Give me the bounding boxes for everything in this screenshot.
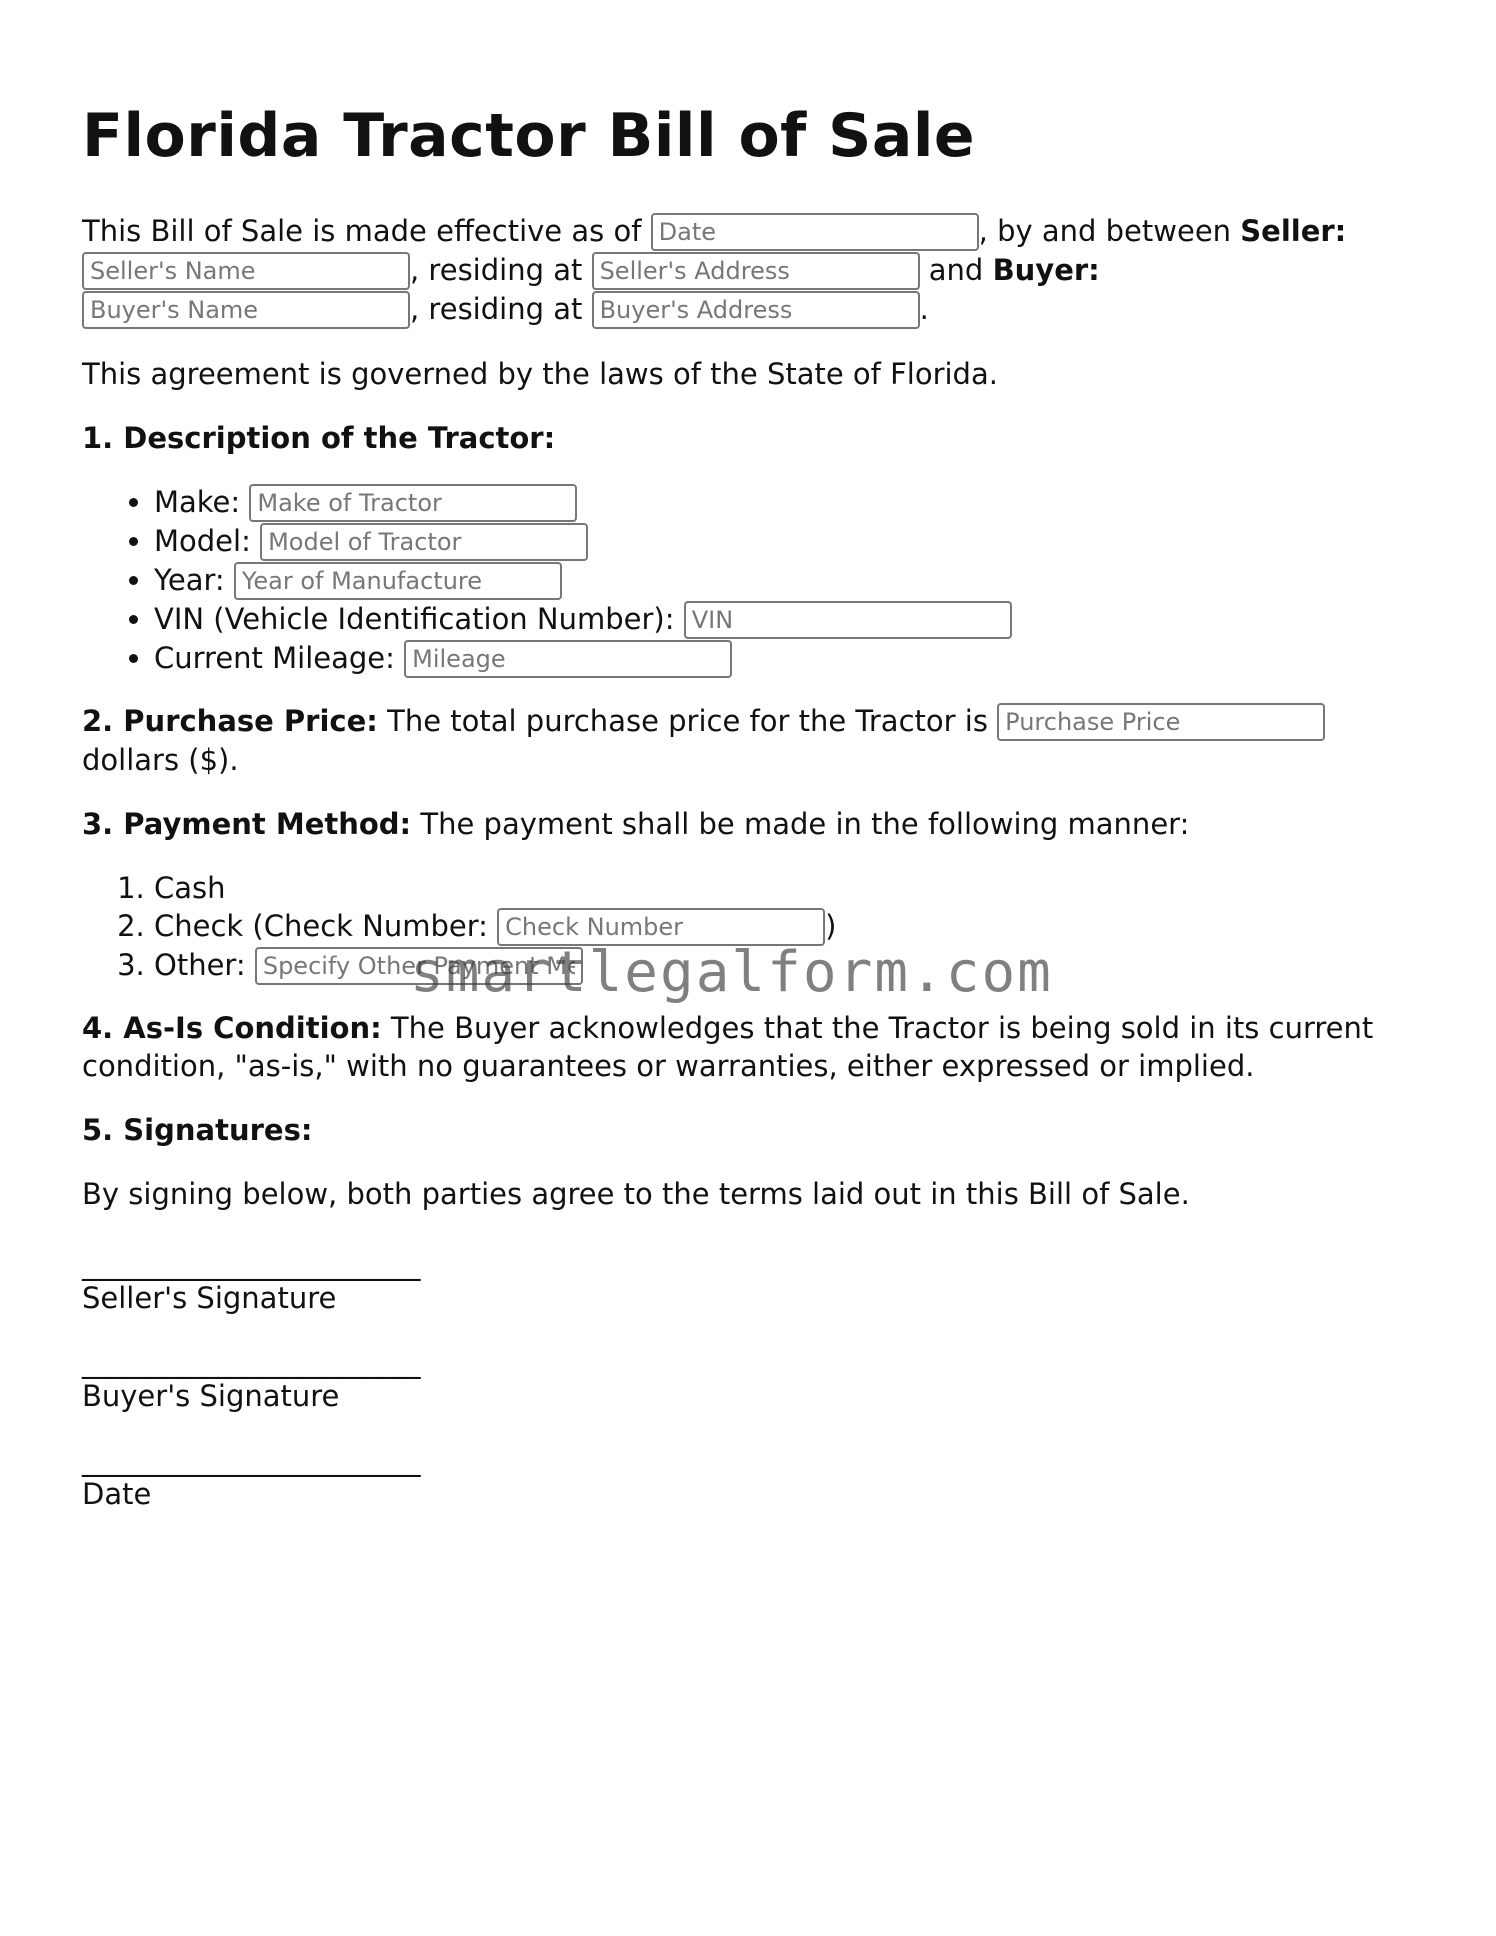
- section-1-title: 1. Description of the Tractor:: [82, 421, 556, 455]
- mileage-input[interactable]: [404, 640, 732, 678]
- cash-option: Cash: [154, 871, 226, 905]
- buyer-signature-label: Buyer's Signature: [82, 1379, 340, 1413]
- period: .: [919, 292, 929, 326]
- section-4-title: 4. As-Is Condition:: [82, 1011, 382, 1045]
- list-item: [154, 907, 1422, 946]
- seller-address-input[interactable]: [592, 252, 920, 290]
- section-5-title: 5. Signatures:: [82, 1113, 313, 1147]
- mileage-label: Current Mileage:: [154, 641, 395, 675]
- section-3-text: The payment shall be made in the following manner:: [420, 807, 1190, 841]
- seller-label: Seller:: [1240, 214, 1347, 248]
- buyer-signature-block: [82, 1345, 1422, 1413]
- governing-law: This agreement is governed by the laws of the State of Florida.: [82, 357, 998, 391]
- section-1-heading: [82, 419, 1422, 457]
- section-5-heading: [82, 1111, 1422, 1149]
- intro-paragraph: [82, 212, 1422, 329]
- section-5-text: By signing below, both parties agree to the terms laid out in this Bill of Sale.: [82, 1177, 1190, 1211]
- date-signature-label: Date: [82, 1477, 152, 1511]
- list-item: [154, 946, 1422, 985]
- seller-signature-label: Seller's Signature: [82, 1281, 337, 1315]
- section-4: [82, 1009, 1422, 1085]
- date-input[interactable]: [651, 213, 979, 251]
- list-item: [154, 483, 1422, 522]
- tractor-description-list: [82, 483, 1422, 678]
- document: [82, 100, 1422, 1541]
- vin-input[interactable]: [684, 601, 1012, 639]
- seller-name-input[interactable]: [82, 252, 410, 290]
- intro-text: This Bill of Sale is made effective as of: [82, 214, 642, 248]
- list-item: [154, 522, 1422, 561]
- page-title: Florida Tractor Bill of Sale: [82, 101, 976, 171]
- payment-method-list: [82, 869, 1422, 985]
- buyer-name-input[interactable]: [82, 291, 410, 329]
- seller-signature-line[interactable]: _________________________: [82, 1247, 420, 1281]
- residing-text: , residing at: [410, 253, 583, 287]
- model-label: Model:: [154, 524, 251, 558]
- list-item: [154, 639, 1422, 678]
- check-close-paren: ): [825, 909, 837, 943]
- residing-text-2: , residing at: [410, 292, 583, 326]
- year-input[interactable]: [234, 562, 562, 600]
- make-label: Make:: [154, 485, 241, 519]
- list-item: [154, 869, 1422, 907]
- section-2-text: The total purchase price for the Tractor is: [387, 704, 988, 738]
- list-item: [154, 561, 1422, 600]
- other-payment-input[interactable]: [255, 947, 583, 985]
- buyer-label: Buyer:: [992, 253, 1100, 287]
- section-3-title: 3. Payment Method:: [82, 807, 412, 841]
- vin-label: VIN (Vehicle Identification Number):: [154, 602, 675, 636]
- section-2-suffix: dollars ($).: [82, 743, 239, 777]
- date-signature-line[interactable]: _________________________: [82, 1443, 420, 1477]
- list-item: [154, 600, 1422, 639]
- make-input[interactable]: [249, 484, 577, 522]
- intro-text-2: , by and between: [978, 214, 1232, 248]
- buyer-signature-line[interactable]: _________________________: [82, 1345, 420, 1379]
- and-text: and: [928, 253, 984, 287]
- signature-area: [82, 1247, 1422, 1511]
- purchase-price-input[interactable]: [997, 703, 1325, 741]
- check-option: Check (Check Number:: [154, 909, 488, 943]
- model-input[interactable]: [260, 523, 588, 561]
- section-3: [82, 805, 1422, 843]
- section-2-title: 2. Purchase Price:: [82, 704, 378, 738]
- section-4-text: The Buyer acknowledges that the Tractor is being sold in its current condition, "as-is," with no guarantees or warranties, either expressed or implied.: [82, 1011, 1374, 1083]
- seller-signature-block: [82, 1247, 1422, 1315]
- buyer-address-input[interactable]: [592, 291, 920, 329]
- check-number-input[interactable]: [497, 908, 825, 946]
- date-signature-block: [82, 1443, 1422, 1511]
- watermark: smartlegalform.com: [410, 940, 1053, 1005]
- year-label: Year:: [154, 563, 225, 597]
- other-option: Other:: [154, 948, 246, 982]
- section-2: [82, 702, 1422, 779]
